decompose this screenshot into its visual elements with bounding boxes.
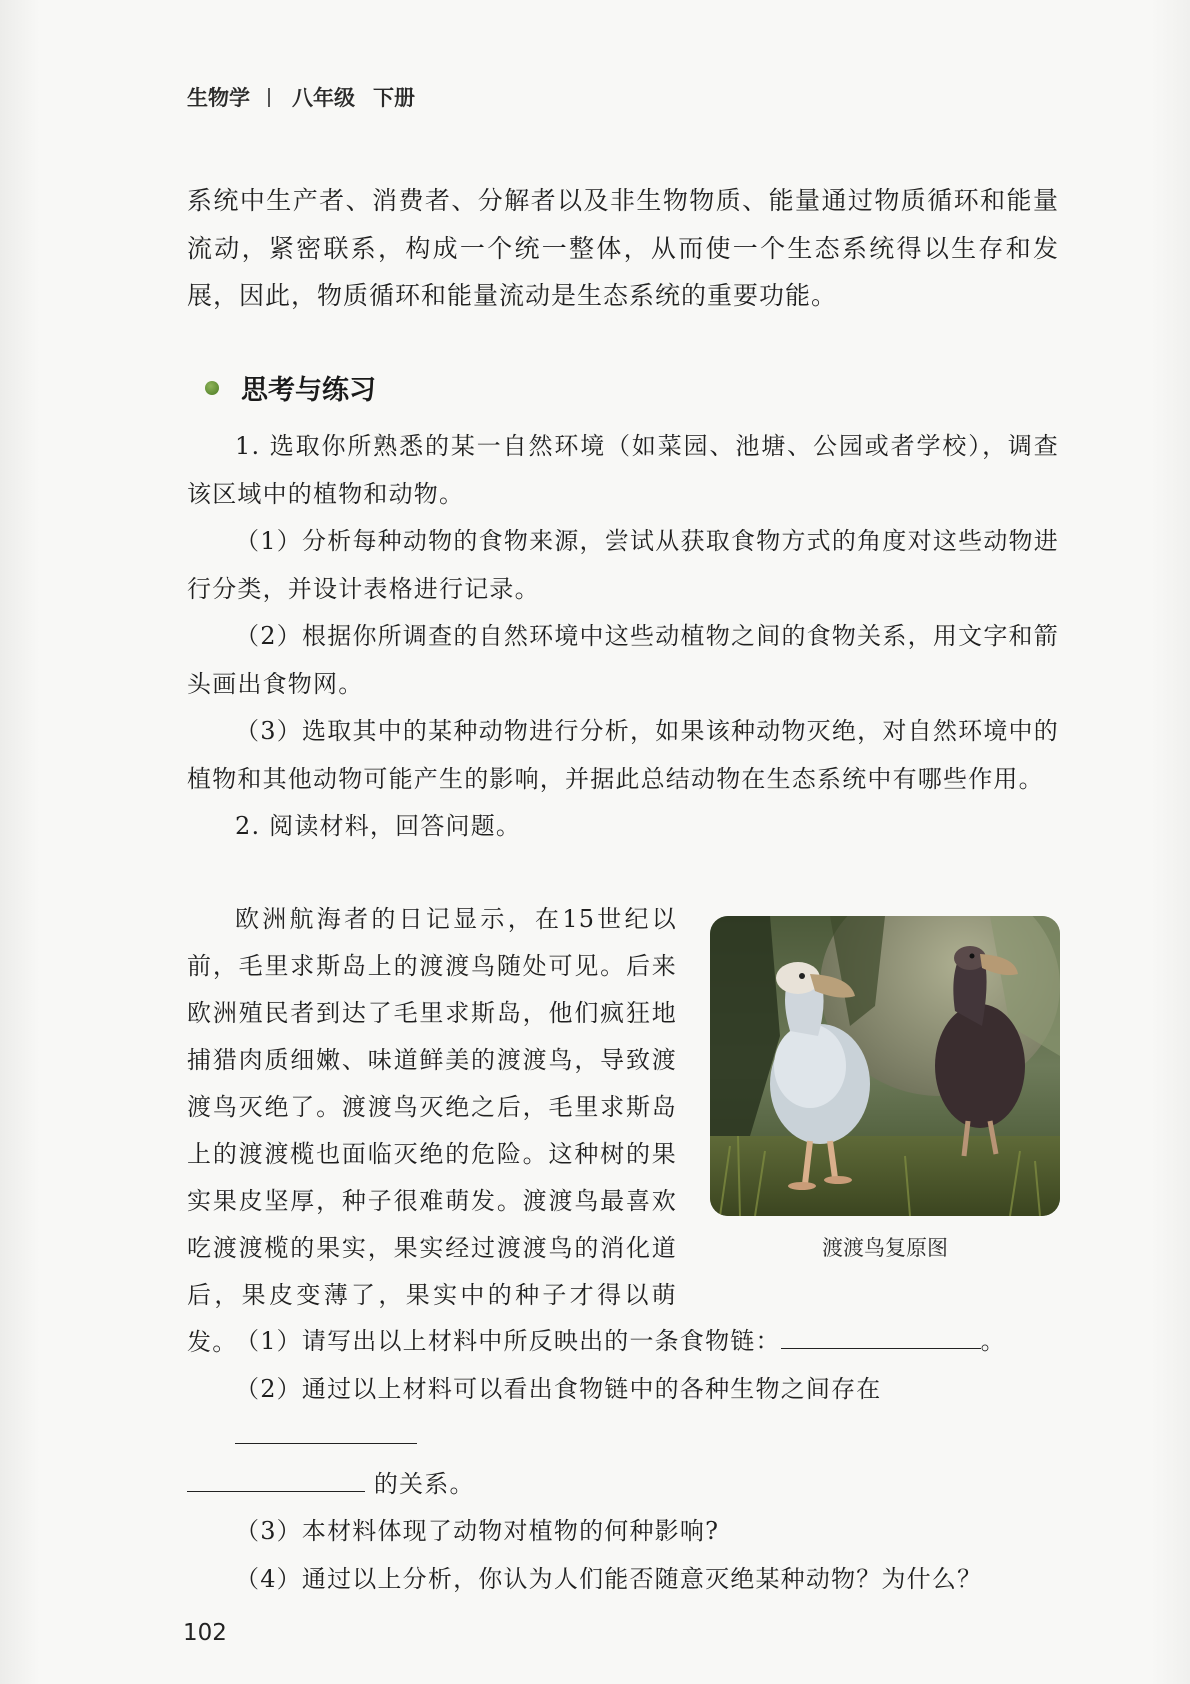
answer-blank-2a[interactable] [235, 1415, 417, 1444]
question-3: （3）本材料体现了动物对植物的何种影响? [235, 1517, 720, 1545]
header-volume: 下册 [373, 86, 415, 110]
header-separator [268, 88, 270, 107]
answer-blank-1[interactable] [781, 1320, 981, 1349]
figure-caption: 渡渡鸟复原图 [822, 1236, 948, 1260]
question-4: （4）通过以上分析，你认为人们能否随意灭绝某种动物？为什么？ [235, 1564, 983, 1593]
exercise-1-sub-2: （2）根据你所调查的自然环境中这些动植物之间的食物关系，用文字和箭头画出食物网。 [187, 622, 1059, 698]
section-heading [205, 368, 376, 407]
question-2-text: （2）通过以上材料可以看出食物链中的各种生物之间存在 [235, 1374, 882, 1403]
question-1-text: （1）请写出以上材料中所反映出的一条食物链： [235, 1327, 781, 1355]
exercise-1-prompt: 1. 选取你所熟悉的某一自然环境（如菜园、池塘、公园或者学校），调查该区域中的植物和动物。 [187, 432, 1059, 508]
exercise-1 [187, 423, 1059, 851]
question-2-end: 的关系。 [373, 1469, 475, 1498]
running-header [187, 82, 415, 112]
question-2-continued [187, 1461, 1059, 1509]
section-bullet-icon [205, 381, 219, 395]
intro-paragraph: 系统中生产者、消费者、分解者以及非生物物质、能量通过物质循环和能量流动，紧密联系，构成一个统一整体，从而使一个生态系统得以生存和发展，因此，物质循环和能量流动是生态系统的重要功能。 [187, 186, 1059, 310]
header-subject: 生物学 [187, 86, 250, 110]
header-grade: 八年级 [292, 86, 355, 110]
dodo-illustration [710, 916, 1060, 1216]
reading-material [187, 896, 677, 1366]
exercise-1-sub-3: （3）选取其中的某种动物进行分析，如果该种动物灭绝，对自然环境中的植物和其他动物可能产生的影响，并据此总结动物在生态系统中有哪些作用。 [187, 717, 1059, 793]
question-1 [187, 1318, 1059, 1366]
section-title-text: 思考与练习 [241, 375, 376, 406]
dodo-birds-image [710, 916, 1060, 1216]
exercise-2-prompt: 2. 阅读材料，回答问题。 [235, 812, 522, 840]
material-text: 欧洲航海者的日记显示，在15世纪以前，毛里求斯岛上的渡渡鸟随处可见。后来欧洲殖民者到达了毛里求斯岛，他们疯狂地捕猎肉质细嫩、味道鲜美的渡渡鸟，导致渡渡鸟灭绝了。渡渡鸟灭绝之后，毛里求斯岛上的渡渡榄也面临灭绝的危险。这种树的果实果皮坚厚，种子很难萌发。渡渡鸟最喜欢吃渡渡榄的果实，果实经过渡渡鸟的消化道后，果皮变薄了，果实中的种子才得以萌发。 [187, 905, 677, 1356]
question-2 [187, 1366, 1059, 1461]
exercise-1-sub-1: （1）分析每种动物的食物来源，尝试从获取食物方式的角度对这些动物进行分类，并设计表格进行记录。 [187, 527, 1059, 603]
page-number: 102 [183, 1620, 227, 1646]
answer-blank-2b[interactable] [187, 1463, 365, 1492]
question-1-end: 。 [980, 1327, 1006, 1355]
exercise-2-questions [187, 1318, 1059, 1603]
